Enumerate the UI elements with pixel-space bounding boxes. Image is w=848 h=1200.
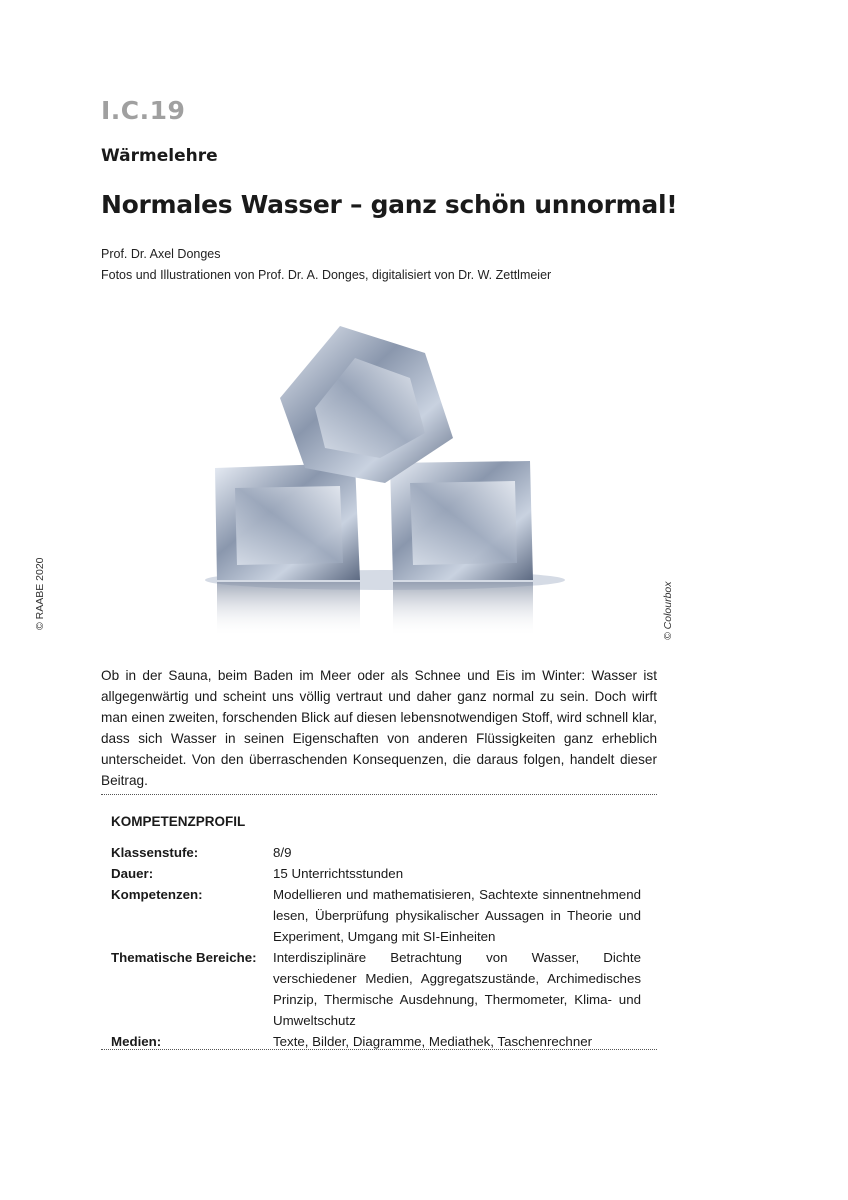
copyright-notice: © RAABE 2020	[34, 557, 46, 630]
author: Prof. Dr. Axel Donges	[101, 247, 221, 261]
profile-row	[111, 947, 651, 1031]
row-label: Kompetenzen:	[111, 887, 203, 902]
divider	[101, 794, 657, 795]
row-value: Modellieren und mathematisieren, Sachtexte sinnentnehmend lesen, Überprüfung physikalischer Aussagen in Theorie und Experiment, Umgang mit SI-Einheiten	[273, 887, 641, 944]
row-value: Interdisziplinäre Betrachtung von Wasser, Dichte verschiedener Medien, Aggregatszustände, Archimedisches Prinzip, Thermische Ausdehnung, Thermometer, Klima- und Umweltschutz	[273, 950, 641, 1028]
row-label: Klassenstufe:	[111, 845, 199, 860]
photo-credit: © Colourbox	[662, 581, 674, 640]
divider	[101, 1049, 657, 1050]
kompetenzprofil-heading: KOMPETENZPROFIL	[111, 814, 246, 829]
profile-row	[111, 863, 651, 884]
intro-paragraph: Ob in der Sauna, beim Baden im Meer oder als Schnee und Eis im Winter: Wasser ist allgegenwärtig und scheint uns völlig vertraut und daher ganz normal zu sein. Doch wirft man einen zweiten, forschenden Blick auf diesen lebensnotwendigen Stoff, wird schnell klar, dass sich Wasser in seinen Eigenschaften von anderen Flüssigkeiten ganz erheblich unterscheidet. Von den überraschenden Konsequenzen, die daraus folgen, handelt dieser Beitrag.	[101, 668, 657, 788]
row-label: Dauer:	[111, 866, 154, 881]
profile-row	[111, 884, 651, 947]
row-label: Thematische Bereiche:	[111, 950, 257, 965]
row-value: 15 Unterrichtsstunden	[273, 866, 404, 881]
topic-heading: Wärmelehre	[101, 146, 218, 166]
credits: Fotos und Illustrationen von Prof. Dr. A. Donges, digitalisiert von Dr. W. Zettlmeier	[101, 268, 552, 282]
row-value: Texte, Bilder, Diagramme, Mediathek, Taschenrechner	[273, 1034, 593, 1049]
row-label: Medien:	[111, 1034, 162, 1049]
profile-row	[111, 842, 651, 863]
page-title: Normales Wasser – ganz schön unnormal!	[101, 190, 678, 219]
kompetenzprofil-table	[111, 842, 651, 1052]
row-value: 8/9	[273, 845, 292, 860]
unit-code: I.C.19	[101, 96, 186, 125]
ice-cubes-photo	[195, 318, 567, 640]
